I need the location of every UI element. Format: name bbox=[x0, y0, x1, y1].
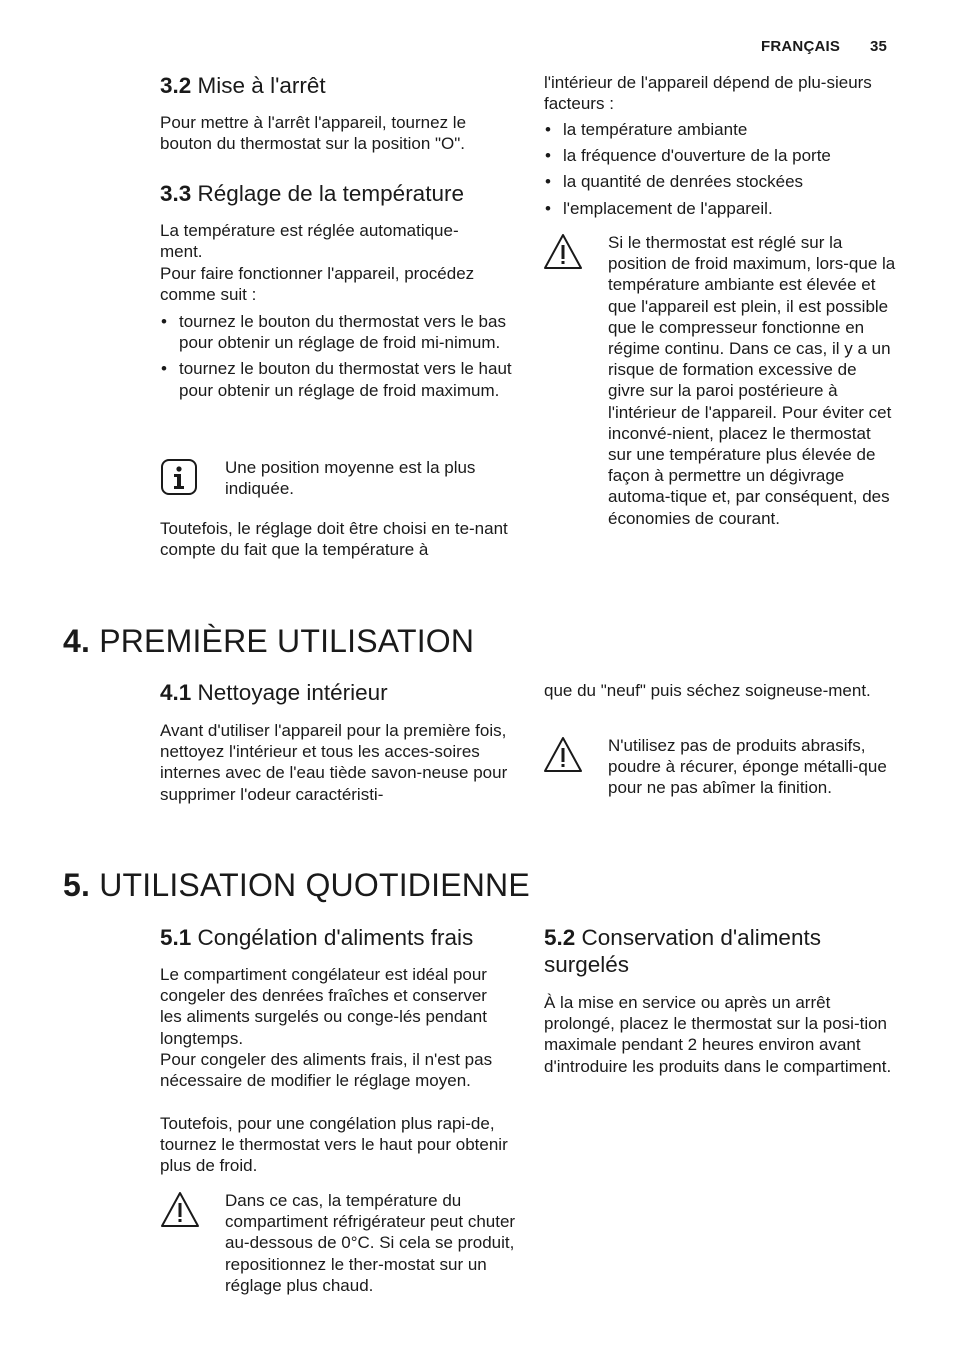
section-title: Mise à l'arrêt bbox=[197, 73, 326, 98]
section-3-3-bullet-list bbox=[160, 311, 512, 401]
section-5-2-text: À la mise en service ou après un arrêt prolongé, placez le thermostat sur la posi-tion maximale pendant 2 heures environ avant d'introduire les produits dans le compartiment. bbox=[544, 993, 892, 1076]
info-note-text: Une position moyenne est la plus indiquée. bbox=[225, 458, 476, 499]
list-item: • tournez le bouton du thermostat vers le bas pour obtenir un réglage de froid mi-nimum. bbox=[160, 311, 512, 353]
section-number: 3.3 bbox=[160, 181, 192, 206]
section-3-2-text: Pour mettre à l'arrêt l'appareil, tournez le bouton du thermostat sur la position "O". bbox=[160, 113, 467, 154]
info-icon bbox=[160, 458, 200, 498]
chapter-title: PREMIÈRE UTILISATION bbox=[99, 623, 475, 659]
warning-note-text: Si le thermostat est réglé sur la position de froid maximum, lors-que la température ambiante est élevée et que l'appareil est plein, il est possible que le compresseur fonctionne en régime continu. Dans ce cas, il y a un risque de formation excessive de givre sur la paroi postérieure à l'intérieur de l'appareil. Pour éviter cet inconvé-nient, placez le thermostat sur une température plus élevée de façon à permettre un dégivrage automa-tique et, par conséquent, des économies de courant. bbox=[608, 233, 896, 528]
warning-note-text: Dans ce cas, la température du compartiment réfrigérateur peut chuter au-dessous de 0°C. Si cela se produit, repositionnez le ther-mostat sur un réglage plus chaud. bbox=[225, 1191, 516, 1295]
section-5-1-heading bbox=[160, 924, 512, 951]
warning-icon bbox=[543, 735, 583, 775]
section-number: 3.2 bbox=[160, 73, 192, 98]
chapter-number: 5. bbox=[63, 867, 91, 903]
section-5-1-paragraph-3: Toutefois, pour une congélation plus rapi-de, tournez le thermostat vers le haut pour obtenir plus de froid. bbox=[160, 1114, 508, 1176]
chapter-4-heading bbox=[63, 623, 883, 659]
section-3-3-paragraph-4: l'intérieur de l'appareil dépend de plu-sieurs facteurs : bbox=[544, 73, 872, 114]
list-item: • tournez le bouton du thermostat vers le haut pour obtenir un réglage de froid maximum. bbox=[160, 358, 512, 400]
list-item: • l'emplacement de l'appareil. bbox=[544, 198, 894, 219]
warning-note-text: N'utilisez pas de produits abrasifs, poudre à récurer, éponge métalli-que pour ne pas abîmer la finition. bbox=[608, 736, 887, 798]
section-title: Congélation d'aliments frais bbox=[197, 925, 474, 950]
page-number: 35 bbox=[870, 38, 888, 55]
section-title: Conservation d'aliments surgelés bbox=[544, 925, 821, 977]
list-item: • la quantité de denrées stockées bbox=[544, 171, 894, 192]
list-item: • la fréquence d'ouverture de la porte bbox=[544, 145, 894, 166]
section-5-1-paragraph-1: Le compartiment congélateur est idéal pour congeler des denrées fraîches et conserver les aliments surgelés ou conge-lés pendant longtemps. bbox=[160, 965, 487, 1048]
chapter-title: UTILISATION QUOTIDIENNE bbox=[99, 867, 530, 903]
section-title: Nettoyage intérieur bbox=[197, 680, 388, 705]
list-item: • la température ambiante bbox=[544, 119, 894, 140]
section-number: 4.1 bbox=[160, 680, 192, 705]
section-3-3-paragraph-3: Toutefois, le réglage doit être choisi en te-nant compte du fait que la température à bbox=[160, 519, 508, 560]
section-title: Réglage de la température bbox=[197, 181, 464, 206]
section-number: 5.2 bbox=[544, 925, 576, 950]
section-5-1-paragraph-2: Pour congeler des aliments frais, il n'est pas nécessaire de modifier le réglage moyen. bbox=[160, 1050, 493, 1091]
section-3-2-heading bbox=[160, 72, 512, 99]
section-4-1-text-continued: que du "neuf" puis séchez soigneuse-ment. bbox=[544, 681, 871, 700]
chapter-5-heading bbox=[63, 867, 883, 903]
section-4-1-heading bbox=[160, 679, 512, 706]
warning-icon bbox=[543, 232, 583, 272]
warning-icon bbox=[160, 1190, 200, 1230]
section-3-3-paragraph-1: La température est réglée automatique-ment. bbox=[160, 221, 459, 262]
section-5-2-heading bbox=[544, 924, 896, 978]
section-number: 5.1 bbox=[160, 925, 192, 950]
section-3-3-paragraph-2: Pour faire fonctionner l'appareil, procédez comme suit : bbox=[160, 264, 475, 305]
section-4-1-text: Avant d'utiliser l'appareil pour la première fois, nettoyez l'intérieur et tous les acces-soires internes avec de l'eau tiède savon-neuse pour supprimer l'odeur caractéristi- bbox=[160, 721, 508, 804]
chapter-number: 4. bbox=[63, 623, 91, 659]
section-3-3-heading bbox=[160, 180, 512, 207]
page-header-language: FRANÇAIS bbox=[761, 38, 841, 55]
factors-list bbox=[544, 119, 894, 219]
